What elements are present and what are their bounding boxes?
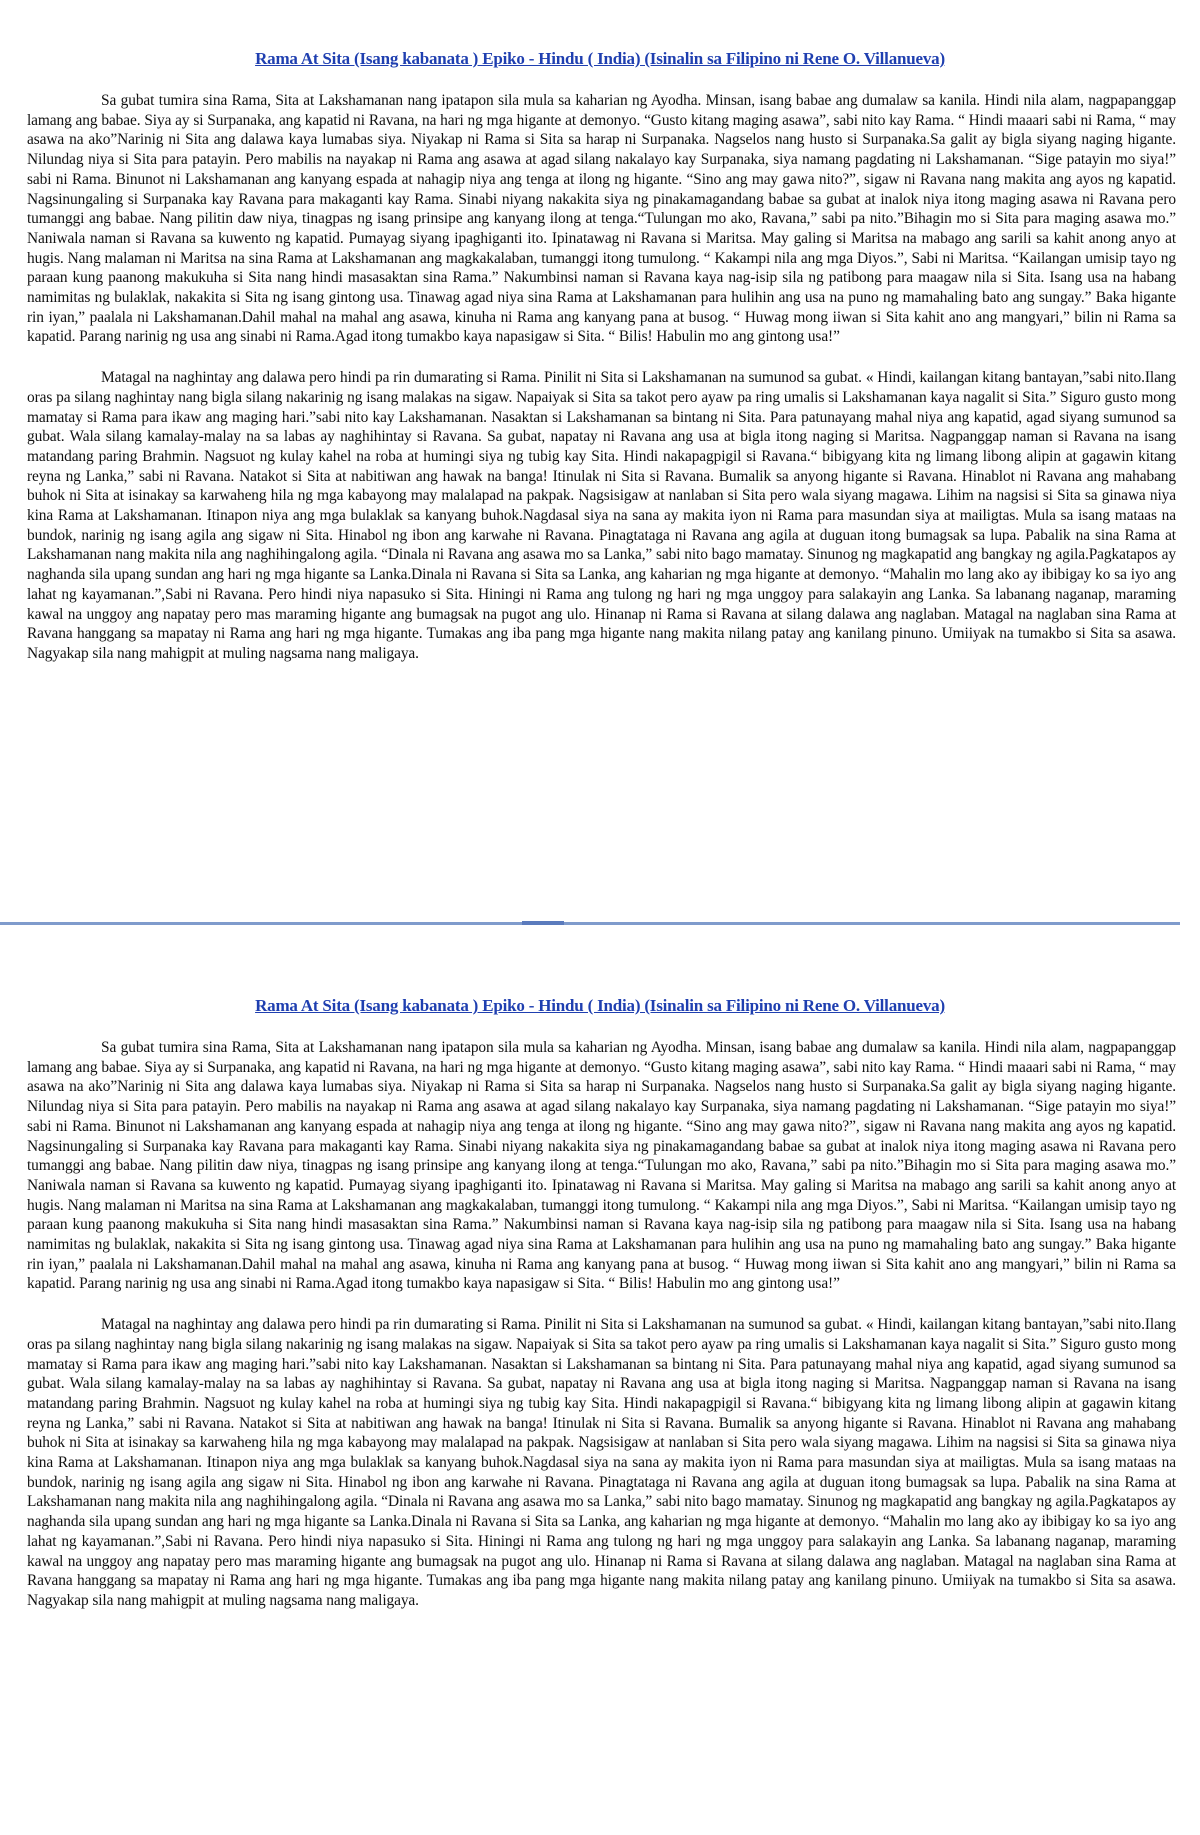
document-title-link-repeat[interactable]: Rama At Sita (Isang kabanata ) Epiko - Hindu ( India) (Isinalin sa Filipino ni Rene O. Villanueva): [255, 996, 945, 1015]
paragraph-2-repeat: Matagal na naghintay ang dalawa pero hindi pa rin dumarating si Rama. Pinilit ni Sita si Lakshamanan na sumunod sa gubat. « Hindi, kailangan kitang bantayan,”sabi nito.Ilang oras pa silang naghintay nang bigla silang nakarinig ng isang malakas na sigaw. Napaiyak si Sita sa takot pero ayaw pa ring umalis si Lakshamanan kaya nagalit si Sita.” Siguro gusto mong mamatay si Rama para ikaw ang maging hari.”sabi nito kay Lakshamanan. Nasaktan si Lakshamanan sa bintang ni Sita. Para patunayang mahal niya ang kapatid, agad siyang sumunod sa gubat. Wala silang kamalay-malay na sa labas ay naghihintay si Ravana. Sa gubat, napatay ni Ravana ang usa at bigla itong naging si Maritsa. Nagpanggap naman si Ravana na isang matandang paring Brahmin. Nagsuot ng kulay kahel na roba at humingi siya ng tubig kay Sita. Hindi nakapagpigil si Ravana.“ bibigyang kita ng limang libong alipin at gagawin kitang reyna ng Lanka,” sabi ni Ravana. Natakot si Sita at nabitiwan ang hawak na banga! Itinulak ni Sita si Ravana. Bumalik sa anyong higante si Ravana. Hinablot ni Ravana ang mahabang buhok ni Sita at isinakay sa karwaheng hila ng mga kabayong may malalapad na pakpak. Nagsisigaw at nanlaban si Sita pero wala siyang magawa. Lihim na nagsisi si Sita sa ginawa niya kina Rama at Lakshamanan. Itinapon niya ang mga bulaklak sa kanyang buhok.Nagdasal siya na sana ay makita iyon ni Rama para masundan siya at mailigtas. Mula sa isang mataas na bundok, narinig ng isang agila ang sigaw ni Sita. Hinabol ng ibon ang karwahe ni Ravana. Pinagtataga ni Ravana ang agila at duguan itong bumagsak sa lupa. Pabalik na sina Rama at Lakshamanan nang makita nila ang naghihingalong agila. “Dinala ni Ravana ang asawa mo sa Lanka,” sabi nito bago mamatay. Sinunog ng magkapatid ang bangkay ng agila.Pagkatapos ay naghanda sila upang sundan ang hari ng mga higante sa Lanka.Dinala ni Ravana si Sita sa Lanka, ang kaharian ng mga higante at demonyo. “Mahalin mo lang ako ay ibibigay ko sa iyo ang lahat ng kayamanan.”,Sabi ni Ravana. Pero hindi niya napasuko si Sita. Hiningi ni Rama ang tulong ng hari ng mga unggoy para salakayin ang Lanka. Sa labanang naganap, maraming kawal na unggoy ang napatay pero mas maraming higante ang bumagsak na pugot ang ulo. Hinanap ni Rama si Ravana at silang dalawa ang naglaban. Matagal na naglaban sina Rama at Ravana hanggang sa mapatay ni Rama ang hari ng mga higante. Tumakas ang iba pang mga higante nang makita nilang patay ang kanilang pinuno. Umiiyak na tumakbo si Sita sa asawa. Nagyakap sila nang mahigpit at muling nagsama nang maligaya.: [27, 1316, 1176, 1609]
document-section-2: [0, 995, 1200, 1611]
document-body-repeat: [27, 1038, 1176, 1611]
divider-accent: [522, 921, 564, 925]
paragraph-1: Sa gubat tumira sina Rama, Sita at Lakshamanan nang ipatapon sila mula sa kaharian ng Ayodha. Minsan, isang babae ang dumalaw sa kanila. Hindi nila alam, nagpapanggap lamang ang babae. Siya ay si Surpanaka, ang kapatid ni Ravana, na hari ng mga higante at demonyo. “Gusto kitang maging asawa”, sabi nito kay Rama. “ Hindi maaari sabi ni Rama, “ may asawa na ako”Narinig ni Sita ang dalawa kaya lumabas siya. Niyakap ni Rama si Sita sa harap ni Surpanaka. Nagselos nang husto si Surpanaka.Sa galit ay bigla siyang naging higante. Nilundag niya si Sita para patayin. Pero mabilis na nayakap ni Rama ang asawa at agad silang nakalayo kay Surpanaka, siya namang pagdating ni Lakshamanan. “Sige patayin mo siya!” sabi ni Rama. Binunot ni Lakshamanan ang kanyang espada at nahagip niya ang tenga at ilong ng higante. “Sino ang may gawa nito?”, sigaw ni Ravana nang makita ang ayos ng kapatid. Nagsinungaling si Surpanaka kay Ravana para makaganti kay Rama. Sinabi niyang nakakita siya ng pinakamagandang babae sa gubat at inalok niya itong maging asawa ni Ravana pero tumanggi ang babae. Nang pilitin daw niya, tinagpas ng isang prinsipe ang kanyang ilong at tenga.“Tulungan mo ako, Ravana,” sabi pa nito.”Bihagin mo si Sita para maging asawa mo.” Naniwala naman si Ravana sa kuwento ng kapatid. Pumayag siyang ipaghiganti ito. Ipinatawag ni Ravana si Maritsa. May galing si Maritsa na mabago ang sarili sa kahit anong anyo at hugis. Nang malaman ni Maritsa na sina Rama at Lakshamanan ang magkakalaban, tumanggi itong tumulong. “ Kakampi nila ang mga Diyos.”, Sabi ni Maritsa. “Kailangan umisip tayo ng paraan kung paanong makukuha si Sita nang hindi masasaktan sina Rama.” Nakumbinsi naman si Ravana kaya nag-isip sila ng patibong para maagaw nila si Sita. Isang usa na habang namimitas ng bulaklak, nakakita si Sita ng isang gintong usa. Tinawag agad niya sina Rama at Lakshamanan para hulihin ang usa na puno ng mamahaling bato ang sungay.” Baka higante rin iyan,” paalala ni Lakshamanan.Dahil mahal na mahal ang asawa, kinuha ni Rama ang kanyang pana at busog. “ Huwag mong iiwan si Sita kahit ano ang mangyari,” bilin ni Rama sa kapatid. Parang narinig ng usa ang sinabi ni Rama.Agad itong tumakbo kaya napasigaw si Sita. “ Bilis! Habulin mo ang gintong usa!”: [27, 92, 1176, 346]
paragraph-1-repeat: Sa gubat tumira sina Rama, Sita at Lakshamanan nang ipatapon sila mula sa kaharian ng Ayodha. Minsan, isang babae ang dumalaw sa kanila. Hindi nila alam, nagpapanggap lamang ang babae. Siya ay si Surpanaka, ang kapatid ni Ravana, na hari ng mga higante at demonyo. “Gusto kitang maging asawa”, sabi nito kay Rama. “ Hindi maaari sabi ni Rama, “ may asawa na ako”Narinig ni Sita ang dalawa kaya lumabas siya. Niyakap ni Rama si Sita sa harap ni Surpanaka. Nagselos nang husto si Surpanaka.Sa galit ay bigla siyang naging higante. Nilundag niya si Sita para patayin. Pero mabilis na nayakap ni Rama ang asawa at agad silang nakalayo kay Surpanaka, siya namang pagdating ni Lakshamanan. “Sige patayin mo siya!” sabi ni Rama. Binunot ni Lakshamanan ang kanyang espada at nahagip niya ang tenga at ilong ng higante. “Sino ang may gawa nito?”, sigaw ni Ravana nang makita ang ayos ng kapatid. Nagsinungaling si Surpanaka kay Ravana para makaganti kay Rama. Sinabi niyang nakakita siya ng pinakamagandang babae sa gubat at inalok niya itong maging asawa ni Ravana pero tumanggi ang babae. Nang pilitin daw niya, tinagpas ng isang prinsipe ang kanyang ilong at tenga.“Tulungan mo ako, Ravana,” sabi pa nito.”Bihagin mo si Sita para maging asawa mo.” Naniwala naman si Ravana sa kuwento ng kapatid. Pumayag siyang ipaghiganti ito. Ipinatawag ni Ravana si Maritsa. May galing si Maritsa na mabago ang sarili sa kahit anong anyo at hugis. Nang malaman ni Maritsa na sina Rama at Lakshamanan ang magkakalaban, tumanggi itong tumulong. “ Kakampi nila ang mga Diyos.”, Sabi ni Maritsa. “Kailangan umisip tayo ng paraan kung paanong makukuha si Sita nang hindi masasaktan sina Rama.” Nakumbinsi naman si Ravana kaya nag-isip sila ng patibong para maagaw nila si Sita. Isang usa na habang namimitas ng bulaklak, nakakita si Sita ng isang gintong usa. Tinawag agad niya sina Rama at Lakshamanan para hulihin ang usa na puno ng mamahaling bato ang sungay.” Baka higante rin iyan,” paalala ni Lakshamanan.Dahil mahal na mahal ang asawa, kinuha ni Rama ang kanyang pana at busog. “ Huwag mong iiwan si Sita kahit ano ang mangyari,” bilin ni Rama sa kapatid. Parang narinig ng usa ang sinabi ni Rama.Agad itong tumakbo kaya napasigaw si Sita. “ Bilis! Habulin mo ang gintong usa!”: [27, 1039, 1176, 1293]
document-body: [27, 91, 1176, 664]
section-divider: [0, 922, 1180, 925]
document-title-link[interactable]: Rama At Sita (Isang kabanata ) Epiko - Hindu ( India) (Isinalin sa Filipino ni Rene O. Villanueva): [255, 49, 945, 68]
document-section-1: [0, 48, 1200, 664]
paragraph-2: Matagal na naghintay ang dalawa pero hindi pa rin dumarating si Rama. Pinilit ni Sita si Lakshamanan na sumunod sa gubat. « Hindi, kailangan kitang bantayan,”sabi nito.Ilang oras pa silang naghintay nang bigla silang nakarinig ng isang malakas na sigaw. Napaiyak si Sita sa takot pero ayaw pa ring umalis si Lakshamanan kaya nagalit si Sita.” Siguro gusto mong mamatay si Rama para ikaw ang maging hari.”sabi nito kay Lakshamanan. Nasaktan si Lakshamanan sa bintang ni Sita. Para patunayang mahal niya ang kapatid, agad siyang sumunod sa gubat. Wala silang kamalay-malay na sa labas ay naghihintay si Ravana. Sa gubat, napatay ni Ravana ang usa at bigla itong naging si Maritsa. Nagpanggap naman si Ravana na isang matandang paring Brahmin. Nagsuot ng kulay kahel na roba at humingi siya ng tubig kay Sita. Hindi nakapagpigil si Ravana.“ bibigyang kita ng limang libong alipin at gagawin kitang reyna ng Lanka,” sabi ni Ravana. Natakot si Sita at nabitiwan ang hawak na banga! Itinulak ni Sita si Ravana. Bumalik sa anyong higante si Ravana. Hinablot ni Ravana ang mahabang buhok ni Sita at isinakay sa karwaheng hila ng mga kabayong may malalapad na pakpak. Nagsisigaw at nanlaban si Sita pero wala siyang magawa. Lihim na nagsisi si Sita sa ginawa niya kina Rama at Lakshamanan. Itinapon niya ang mga bulaklak sa kanyang buhok.Nagdasal siya na sana ay makita iyon ni Rama para masundan siya at mailigtas. Mula sa isang mataas na bundok, narinig ng isang agila ang sigaw ni Sita. Hinabol ng ibon ang karwahe ni Ravana. Pinagtataga ni Ravana ang agila at duguan itong bumagsak sa lupa. Pabalik na sina Rama at Lakshamanan nang makita nila ang naghihingalong agila. “Dinala ni Ravana ang asawa mo sa Lanka,” sabi nito bago mamatay. Sinunog ng magkapatid ang bangkay ng agila.Pagkatapos ay naghanda sila upang sundan ang hari ng mga higante sa Lanka.Dinala ni Ravana si Sita sa Lanka, ang kaharian ng mga higante at demonyo. “Mahalin mo lang ako ay ibibigay ko sa iyo ang lahat ng kayamanan.”,Sabi ni Ravana. Pero hindi niya napasuko si Sita. Hiningi ni Rama ang tulong ng hari ng mga unggoy para salakayin ang Lanka. Sa labanang naganap, maraming kawal na unggoy ang napatay pero mas maraming higante ang bumagsak na pugot ang ulo. Hinanap ni Rama si Ravana at silang dalawa ang naglaban. Matagal na naglaban sina Rama at Ravana hanggang sa mapatay ni Rama ang hari ng mga higante. Tumakas ang iba pang mga higante nang makita nilang patay ang kanilang pinuno. Umiiyak na tumakbo si Sita sa asawa. Nagyakap sila nang mahigpit at muling nagsama nang maligaya.: [27, 369, 1176, 662]
